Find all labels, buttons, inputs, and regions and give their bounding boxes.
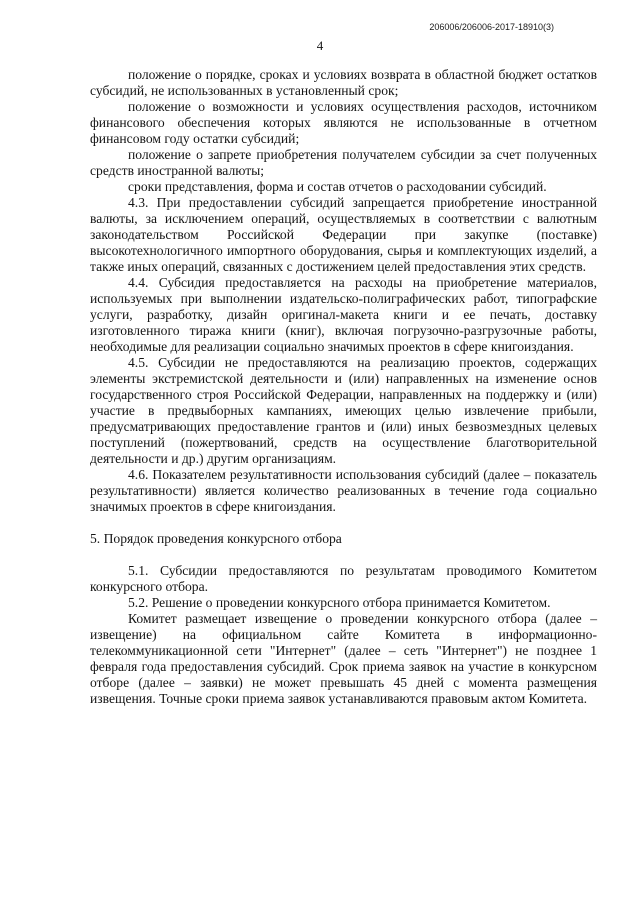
page-number: 4 <box>316 38 324 53</box>
paragraph-4-5: 4.5. Субсидии не предоставляются на реализацию проектов, содержащих элементы экстремистской деятельности и (или) направленных на изменение основ государственного строя Российской Федерации, направленных на поддержку и (или) участие в предвыборных кампаниях, имеющих целью извлечение прибыли, предусматривающих предоставление грантов и (или) иных безвозмездных целевых поступлений (пожертвований, средств на осуществление благотворительной деятельности и др.) другим организациям. <box>90 355 597 466</box>
paragraph-use-of-residuals: положение о возможности и условиях осуществления расходов, источником финансового обеспечения которых являются не использованные в отчетном финансовом году остатки субсидий; <box>90 99 597 146</box>
paragraph-return-of-residuals: положение о порядке, сроках и условиях возврата в областной бюджет остатков субсидий, не использованных в установленный срок; <box>90 67 597 98</box>
paragraph-4-4: 4.4. Субсидия предоставляется на расходы на приобретение материалов, используемых при выполнении издательско-полиграфических работ, типографские услуги, разработку, дизайн оригинал-макета книги и ее печать, доставку изготовленного тиража книги (книг), включая погрузочно-разгрузочные работы, необходимые для реализации социально значимых проектов в сфере книгоиздания. <box>90 275 597 354</box>
paragraph-notice: Комитет размещает извещение о проведении конкурсного отбора (далее – извещение) на официальном сайте Комитета в информационно-телекоммуникационной сети "Интернет" (далее – сеть "Интернет") не позднее 1 февраля года предоставления субсидий. Срок приема заявок на участие в конкурсном отборе (далее – заявки) не может превышать 45 дней с момента размещения извещения. Точные сроки приема заявок устанавливаются правовым актом Комитета. <box>90 611 597 706</box>
section-heading: 5. Порядок проведения конкурсного отбора <box>90 531 342 546</box>
paragraph-currency-ban: положение о запрете приобретения получателем субсидии за счет полученных средств иностранной валюты; <box>90 147 597 178</box>
paragraph-5-1: 5.1. Субсидии предоставляются по результатам проводимого Комитетом конкурсного отбора. <box>90 563 597 594</box>
paragraph-4-6: 4.6. Показателем результативности использования субсидий (далее – показатель результативности) является количество реализованных в течение года социально значимых проектов в сфере книгоиздания. <box>90 467 597 514</box>
document-id: 206006/206006-2017-18910(3) <box>429 22 554 32</box>
document-body <box>90 67 597 707</box>
paragraph-4-3: 4.3. При предоставлении субсидий запрещается приобретение иностранной валюты, за исключением операций, осуществляемых в соответствии с валютным законодательством Российской Федерации при закупке (поставке) высокотехнологичного импортного оборудования, сырья и комплектующих изделий, а также иных операций, связанных с достижением целей предоставления этих средств. <box>90 195 597 274</box>
paragraph-5-2: 5.2. Решение о проведении конкурсного отбора принимается Комитетом. <box>128 595 551 610</box>
paragraph-reporting: сроки представления, форма и состав отчетов о расходовании субсидий. <box>128 179 547 194</box>
